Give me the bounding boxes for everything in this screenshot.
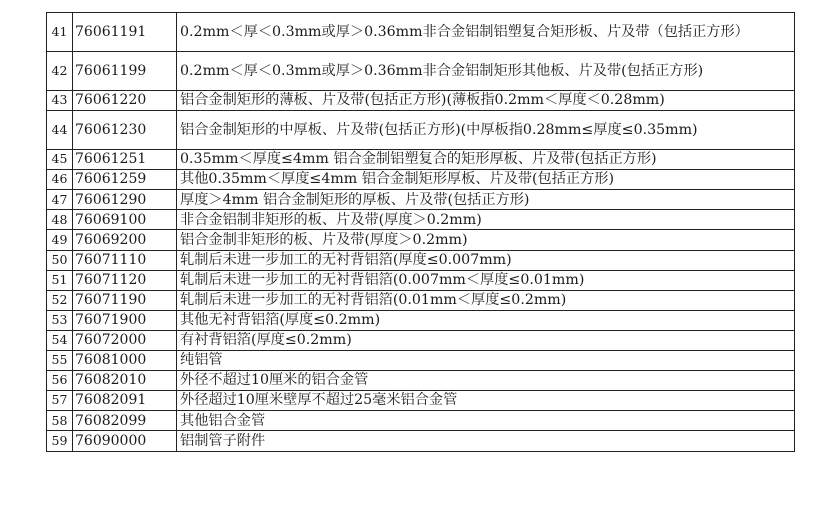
hs-code: 76071900 xyxy=(73,310,177,330)
row-number: 45 xyxy=(47,150,73,170)
row-number: 54 xyxy=(47,330,73,350)
row-number: 55 xyxy=(47,351,73,371)
row-number: 42 xyxy=(47,52,73,91)
product-description: 铝合金制非矩形的板、片及带(厚度＞0.2mm) xyxy=(177,230,795,250)
hs-code: 76061199 xyxy=(73,52,177,91)
hs-code: 76071120 xyxy=(73,270,177,290)
table-row xyxy=(47,431,795,451)
product-description: 铝合金制矩形的中厚板、片及带(包括正方形)(中厚板指0.28mm≤厚度≤0.35mm) xyxy=(177,111,795,150)
product-description: 0.35mm＜厚度≤4mm 铝合金制铝塑复合的矩形厚板、片及带(包括正方形) xyxy=(177,150,795,170)
hs-code: 76061230 xyxy=(73,111,177,150)
hs-code: 76061191 xyxy=(73,13,177,52)
table-row xyxy=(47,150,795,170)
row-number: 57 xyxy=(47,391,73,411)
hs-code: 76071190 xyxy=(73,290,177,310)
table-row xyxy=(47,290,795,310)
table-row xyxy=(47,230,795,250)
table-row xyxy=(47,391,795,411)
tariff-table xyxy=(46,12,795,452)
table-row xyxy=(47,52,795,91)
row-number: 52 xyxy=(47,290,73,310)
table-row xyxy=(47,371,795,391)
hs-code: 76061290 xyxy=(73,190,177,210)
table-row xyxy=(47,210,795,230)
table-row xyxy=(47,13,795,52)
table-row xyxy=(47,250,795,270)
product-description: 有衬背铝箔(厚度≤0.2mm) xyxy=(177,330,795,350)
row-number: 53 xyxy=(47,310,73,330)
hs-code: 76069100 xyxy=(73,210,177,230)
hs-code: 76081000 xyxy=(73,351,177,371)
product-description: 厚度＞4mm 铝合金制矩形的厚板、片及带(包括正方形) xyxy=(177,190,795,210)
table-row xyxy=(47,310,795,330)
row-number: 41 xyxy=(47,13,73,52)
product-description: 其他无衬背铝箔(厚度≤0.2mm) xyxy=(177,310,795,330)
table-row xyxy=(47,190,795,210)
product-description: 轧制后未进一步加工的无衬背铝箔(0.01mm＜厚度≤0.2mm) xyxy=(177,290,795,310)
tariff-table-body xyxy=(47,13,795,452)
table-row xyxy=(47,91,795,111)
hs-code: 76071110 xyxy=(73,250,177,270)
table-row xyxy=(47,351,795,371)
product-description: 铝合金制矩形的薄板、片及带(包括正方形)(薄板指0.2mm＜厚度＜0.28mm) xyxy=(177,91,795,111)
table-row xyxy=(47,330,795,350)
hs-code: 76061220 xyxy=(73,91,177,111)
table-row xyxy=(47,411,795,431)
row-number: 44 xyxy=(47,111,73,150)
product-description: 其他铝合金管 xyxy=(177,411,795,431)
table-row xyxy=(47,270,795,290)
hs-code: 76082091 xyxy=(73,391,177,411)
hs-code: 76082010 xyxy=(73,371,177,391)
table-row xyxy=(47,111,795,150)
product-description: 0.2mm＜厚＜0.3mm或厚＞0.36mm非合金铝制铝塑复合矩形板、片及带（包括正方形） xyxy=(177,13,795,52)
row-number: 49 xyxy=(47,230,73,250)
product-description: 0.2mm＜厚＜0.3mm或厚＞0.36mm非合金铝制矩形其他板、片及带(包括正方形) xyxy=(177,52,795,91)
row-number: 51 xyxy=(47,270,73,290)
row-number: 59 xyxy=(47,431,73,451)
product-description: 纯铝管 xyxy=(177,351,795,371)
product-description: 铝制管子附件 xyxy=(177,431,795,451)
tariff-table-document xyxy=(46,12,794,452)
product-description: 轧制后未进一步加工的无衬背铝箔(厚度≤0.007mm) xyxy=(177,250,795,270)
hs-code: 76061251 xyxy=(73,150,177,170)
product-description: 外径超过10厘米壁厚不超过25毫米铝合金管 xyxy=(177,391,795,411)
row-number: 56 xyxy=(47,371,73,391)
row-number: 58 xyxy=(47,411,73,431)
product-description: 外径不超过10厘米的铝合金管 xyxy=(177,371,795,391)
hs-code: 76090000 xyxy=(73,431,177,451)
table-row xyxy=(47,170,795,190)
row-number: 47 xyxy=(47,190,73,210)
hs-code: 76082099 xyxy=(73,411,177,431)
hs-code: 76061259 xyxy=(73,170,177,190)
product-description: 其他0.35mm＜厚度≤4mm 铝合金制矩形厚板、片及带(包括正方形) xyxy=(177,170,795,190)
hs-code: 76072000 xyxy=(73,330,177,350)
row-number: 50 xyxy=(47,250,73,270)
row-number: 48 xyxy=(47,210,73,230)
product-description: 非合金铝制非矩形的板、片及带(厚度＞0.2mm) xyxy=(177,210,795,230)
product-description: 轧制后未进一步加工的无衬背铝箔(0.007mm＜厚度≤0.01mm) xyxy=(177,270,795,290)
row-number: 46 xyxy=(47,170,73,190)
hs-code: 76069200 xyxy=(73,230,177,250)
row-number: 43 xyxy=(47,91,73,111)
